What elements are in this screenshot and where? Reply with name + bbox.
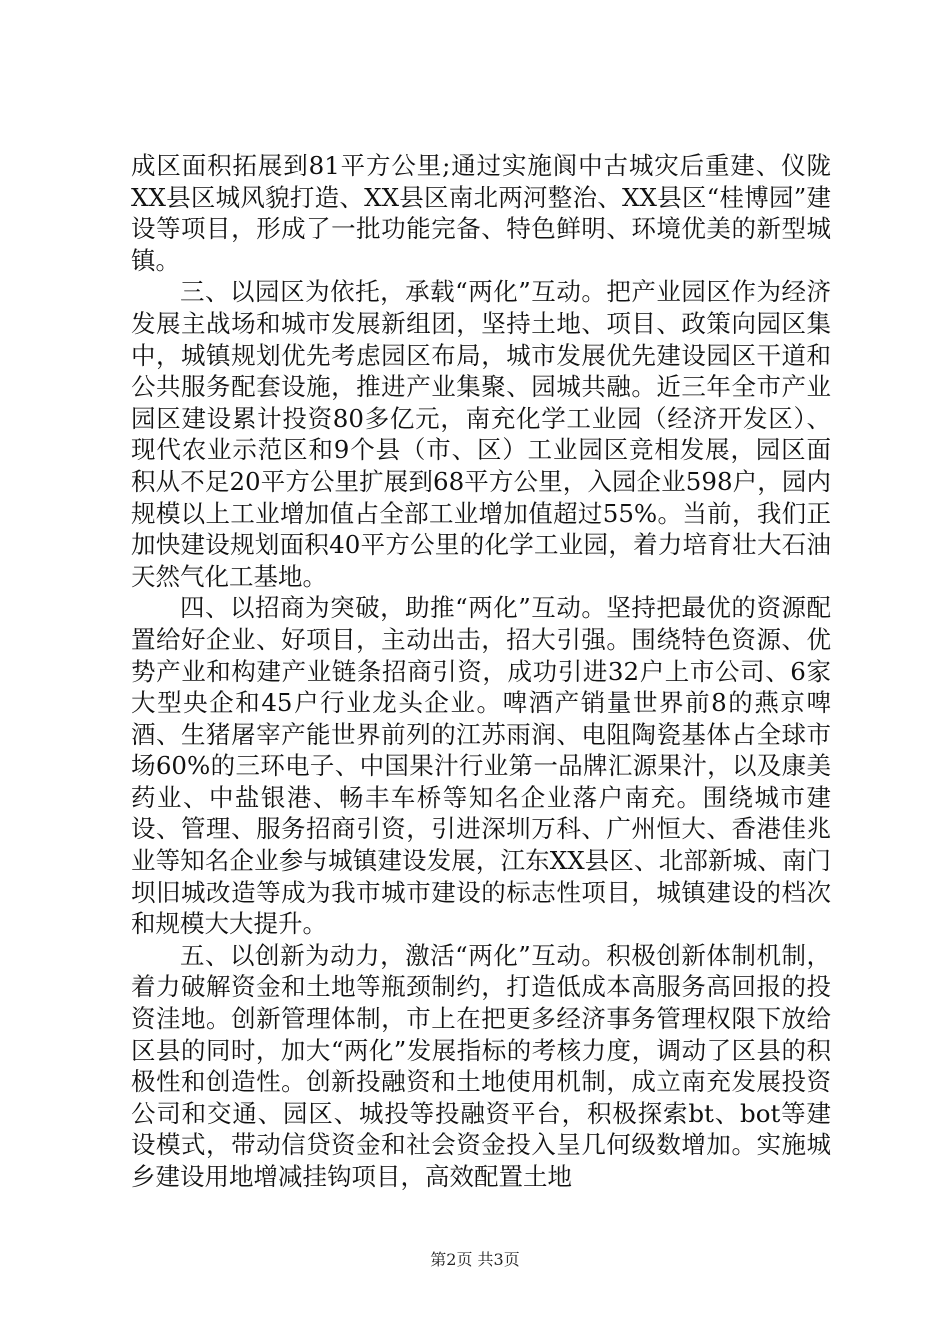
paragraph-3: 四、以招商为突破，助推“两化”互动。坚持把最优的资源配置给好企业、好项目，主动出击，招大引强。围绕特色资源、优势产业和构建产业链条招商引资，成功引进32户上市公司、6家大型央企和45户行业龙头企业。啤酒产销量世界前8的燕京啤酒、生猪屠宰产能世界前列的江苏雨润、电阻陶瓷基体占全球市场60%的三环电子、中国果汁行业第一品牌汇源果汁，以及康美药业、中盐银港、畅丰车桥等知名企业落户南充。围绕城市建设、管理、服务招商引资，引进深圳万科、广州恒大、香港佳兆业等知名企业参与城镇建设发展，江东XX县区、北部新城、南门坝旧城改造等成为我市城市建设的标志性项目，城镇建设的档次和规模大大提升。 [131, 593, 831, 939]
paragraph-1: 成区面积拓展到81平方公里;通过实施阆中古城灾后重建、仪陇XX县区城风貌打造、XX县区南北两河整治、XX县区“桂博园”建设等项目，形成了一批功能完备、特色鲜明、环境优美的新型城镇。 [131, 151, 831, 275]
document-body [131, 150, 831, 1193]
paragraph-2: 三、以园区为依托，承载“两化”互动。把产业园区作为经济发展主战场和城市发展新组团，坚持土地、项目、政策向园区集中，城镇规划优先考虑园区布局，城市发展优先建设园区干道和公共服务配套设施，推进产业集聚、园城共融。近三年全市产业园区建设累计投资80多亿元，南充化学工业园（经济开发区）、现代农业示范区和9个县（市、区）工业园区竞相发展，园区面积从不足20平方公里扩展到68平方公里，入园企业598户，园内规模以上工业增加值占全部工业增加值超过55%。当前，我们正加快建设规划面积40平方公里的化学工业园，着力培育壮大石油天然气化工基地。 [131, 277, 831, 591]
page-footer: 第2页 共3页 [430, 1250, 520, 1269]
paragraph-4: 五、以创新为动力，激活“两化”互动。积极创新体制机制，着力破解资金和土地等瓶颈制约，打造低成本高服务高回报的投资洼地。创新管理体制，市上在把更多经济事务管理权限下放给区县的同时，加大“两化”发展指标的考核力度，调动了区县的积极性和创造性。创新投融资和土地使用机制，成立南充发展投资公司和交通、园区、城投等投融资平台，积极探索bt、bot等建设模式，带动信贷资金和社会资金投入呈几何级数增加。实施城乡建设用地增减挂钩项目，高效配置土地 [131, 940, 831, 1191]
